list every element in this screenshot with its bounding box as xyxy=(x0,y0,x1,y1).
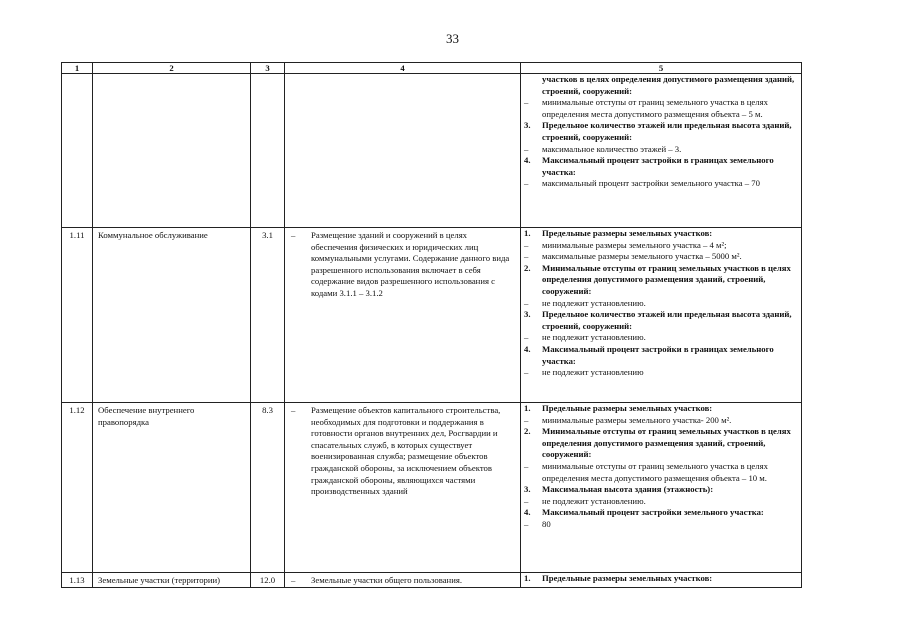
table-header-row xyxy=(62,63,802,74)
list-marker: – xyxy=(524,460,529,471)
parameter-text: Максимальный процент застройки в границах земельного участка: xyxy=(542,343,774,366)
list-marker: – xyxy=(524,97,529,108)
parameter-value xyxy=(524,519,798,531)
use-type-code xyxy=(251,74,285,228)
dash-bullet: – xyxy=(291,575,296,585)
row-number: 1.13 xyxy=(62,573,93,588)
parameter-text: не подлежит установлению xyxy=(542,367,644,378)
parameter-heading xyxy=(524,155,798,178)
parameter-text: Предельные размеры земельных участков: xyxy=(542,228,713,238)
parameter-heading xyxy=(524,120,798,143)
parameters-cell xyxy=(521,228,802,403)
use-description: Размещение зданий и сооружений в целях обеспечения физических и юридических лиц коммунальными услугами. Содержание данного вида разрешенного использования включает в себя содержание видов разрешенного использования с кодами 3.1.1 – 3.1.2 xyxy=(311,230,510,298)
list-marker: – xyxy=(524,178,529,189)
dash-bullet: – xyxy=(291,230,296,240)
parameter-text: максимальный процент застройки земельного участка – 70 xyxy=(542,178,760,189)
list-marker: 3. xyxy=(524,120,531,131)
column-header: 4 xyxy=(285,63,521,74)
parameter-heading xyxy=(524,573,798,585)
parameter-text: минимальные отступы от границ земельного участка в целях определения места допустимого размещения объекта – 5 м. xyxy=(542,97,768,119)
parameter-heading xyxy=(524,507,798,519)
use-description-cell xyxy=(285,403,521,573)
list-marker: – xyxy=(524,239,529,250)
use-type-name xyxy=(93,74,251,228)
parameter-text: максимальные размеры земельного участка – 5000 м². xyxy=(542,251,742,262)
list-marker: 4. xyxy=(524,155,531,166)
list-marker: 3. xyxy=(524,484,531,495)
row-number: 1.12 xyxy=(62,403,93,573)
column-header: 3 xyxy=(251,63,285,74)
parameter-text: минимальные размеры земельного участка- 200 м². xyxy=(542,414,732,425)
list-marker: – xyxy=(524,143,529,154)
parameter-heading xyxy=(524,344,798,367)
parameter-value xyxy=(524,144,798,156)
parameter-value xyxy=(524,461,798,484)
parameter-value xyxy=(524,367,798,379)
parameter-text: Предельное количество этажей или предельная высота зданий, строений, сооружений: xyxy=(542,309,792,331)
parameter-value xyxy=(524,97,798,120)
table-row xyxy=(62,403,802,573)
parameter-text: не подлежит установлению. xyxy=(542,332,646,343)
parameter-continuation: участков в целях определения допустимого размещения зданий, строений, сооружений: xyxy=(542,74,795,96)
row-number xyxy=(62,74,93,228)
parameter-heading xyxy=(524,309,798,332)
parameter-text: Максимальный процент застройки земельного участка: xyxy=(542,507,764,518)
parameter-text: 80 xyxy=(542,518,551,529)
list-marker: 2. xyxy=(524,262,531,273)
parameter-heading xyxy=(524,403,798,415)
list-marker: 4. xyxy=(524,507,531,518)
parameter-text: Предельное количество этажей или предельная высота зданий, строений, сооружений: xyxy=(542,120,792,142)
table-row xyxy=(62,74,802,228)
column-header: 1 xyxy=(62,63,93,74)
parameter-heading xyxy=(524,484,798,496)
parameter-heading xyxy=(524,426,798,461)
parameter-value xyxy=(524,251,798,263)
row-number: 1.11 xyxy=(62,228,93,403)
parameter-text: не подлежит установлению. xyxy=(542,297,646,308)
list-marker: – xyxy=(524,251,529,262)
parameter-text: Максимальный процент застройки в границах земельного участка: xyxy=(542,155,774,177)
regulations-table xyxy=(61,62,802,588)
parameter-value xyxy=(524,415,798,427)
parameter-value xyxy=(524,298,798,310)
list-marker: 1. xyxy=(524,403,531,413)
parameter-text: минимальные отступы от границ земельного участка в целях определения места допустимого размещения объекта – 10 м. xyxy=(542,460,768,483)
list-marker: 3. xyxy=(524,309,531,320)
column-header: 2 xyxy=(93,63,251,74)
use-description-cell xyxy=(285,573,521,588)
parameters-cell xyxy=(521,74,802,228)
list-marker: – xyxy=(524,297,529,308)
list-marker: 4. xyxy=(524,343,531,354)
column-header: 5 xyxy=(521,63,802,74)
use-description-cell xyxy=(285,74,521,228)
parameter-text: Предельные размеры земельных участков: xyxy=(542,573,713,583)
dash-bullet: – xyxy=(291,405,296,415)
parameter-value xyxy=(524,240,798,252)
list-marker: – xyxy=(524,367,529,378)
use-type-code: 3.1 xyxy=(251,228,285,403)
parameter-value xyxy=(524,496,798,508)
use-description: Размещение объектов капитального строительства, необходимых для подготовки и поддержания в готовности органов внутренних дел, Росгвардии и спасательных служб, в которых существует военизированная служба; размещение объектов гражданской обороны, за исключением объектов гражданской обороны, являющихся частями производственных зданий xyxy=(311,405,501,497)
parameter-value xyxy=(524,332,798,344)
use-type-name: Обеспечение внутреннего правопорядка xyxy=(93,403,251,573)
parameter-text: не подлежит установлению. xyxy=(542,495,646,506)
parameter-text: Предельные размеры земельных участков: xyxy=(542,403,713,413)
table-row xyxy=(62,228,802,403)
parameter-text: Минимальные отступы от границ земельных участков в целях определения допустимого размещения зданий, строений, сооружений: xyxy=(542,262,791,296)
list-marker: – xyxy=(524,495,529,506)
parameter-text: минимальные размеры земельного участка – 4 м²; xyxy=(542,239,727,250)
list-marker: 1. xyxy=(524,228,531,238)
use-type-code: 12.0 xyxy=(251,573,285,588)
list-marker: – xyxy=(524,518,529,529)
parameter-text: Минимальные отступы от границ земельных участков в целях определения допустимого размещения зданий, строений, сооружений: xyxy=(542,426,791,460)
page-number: 33 xyxy=(446,31,459,46)
use-type-name: Коммунальное обслуживание xyxy=(93,228,251,403)
parameter-text: Максимальная высота здания (этажность): xyxy=(542,484,714,495)
parameter-heading xyxy=(524,263,798,298)
parameter-heading xyxy=(524,228,798,240)
parameters-cell xyxy=(521,573,802,588)
parameter-value xyxy=(524,178,798,190)
use-type-name: Земельные участки (территории) xyxy=(93,573,251,588)
use-type-code: 8.3 xyxy=(251,403,285,573)
list-marker: 2. xyxy=(524,426,531,437)
table-row xyxy=(62,573,802,588)
list-marker: – xyxy=(524,332,529,343)
list-marker: 1. xyxy=(524,573,531,583)
parameters-cell xyxy=(521,403,802,573)
list-marker: – xyxy=(524,414,529,425)
parameter-text: максимальное количество этажей – 3. xyxy=(542,143,682,154)
use-description: Земельные участки общего пользования. xyxy=(311,575,463,585)
use-description-cell xyxy=(285,228,521,403)
